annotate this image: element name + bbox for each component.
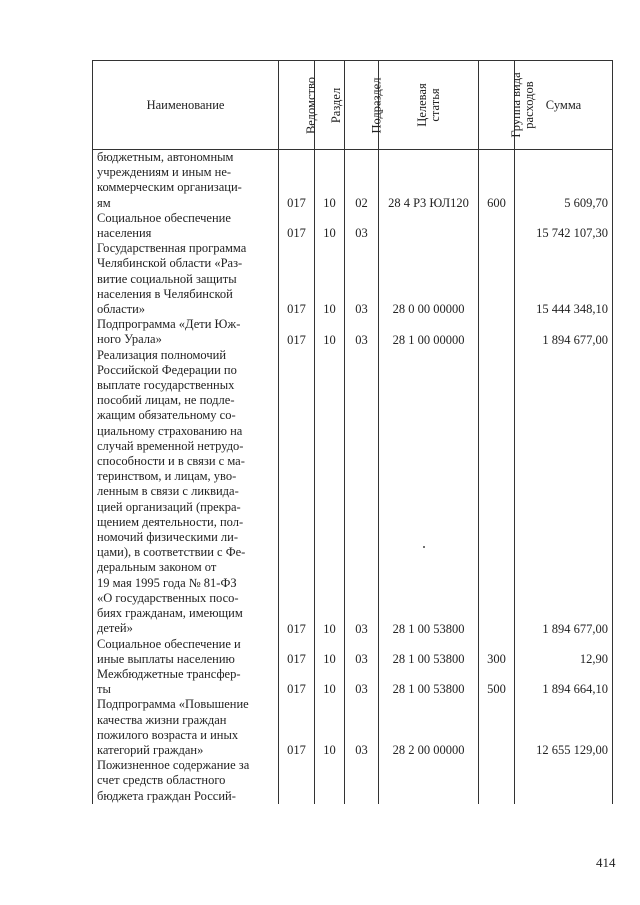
row-name (93, 317, 279, 347)
row-subsection: 03 (345, 348, 379, 637)
row-name-line: категорий граждан» (97, 742, 204, 757)
row-expense-group: 300 (479, 637, 515, 667)
row-name-line: детей» (97, 621, 133, 636)
row-name-line: Пожизненное содержание за (97, 758, 250, 773)
row-name-line: жащим обязательному со- (97, 408, 236, 423)
row-name-line: циальному страхованию на (97, 423, 243, 438)
row-section: 10 (315, 637, 345, 667)
row-section: 10 (315, 317, 345, 347)
row-name-line: цией организаций (прекра- (97, 499, 241, 514)
header-target-article: Целевая статья (379, 61, 479, 150)
row-subsection: 02 (345, 150, 379, 211)
row-subsection: 03 (345, 667, 379, 697)
table-row (93, 241, 613, 317)
row-name-line: качества жизни граждан (97, 712, 227, 727)
table-row (93, 317, 613, 347)
row-target-article: 28 2 00 00000 (379, 697, 479, 758)
header-amount: Сумма (515, 61, 613, 150)
row-name-line: теринством, и лицам, уво- (97, 469, 237, 484)
page-number: 414 (596, 855, 616, 870)
row-name-line: биях гражданам, имеющим (97, 606, 243, 621)
row-name (93, 697, 279, 758)
row-name (93, 241, 279, 317)
row-department: 017 (279, 667, 315, 697)
row-name-line: Челябинской области «Раз- (97, 256, 243, 271)
row-amount: 1 894 677,00 (515, 317, 613, 347)
row-amount: 1 894 677,00 (515, 348, 613, 637)
row-target-article: 28 0 00 00000 (379, 241, 479, 317)
row-name-line: 19 мая 1995 года № 81-ФЗ (97, 575, 237, 590)
row-department: 017 (279, 697, 315, 758)
row-amount: 12,90 (515, 637, 613, 667)
row-name-line: деральным законом от (97, 560, 217, 575)
row-name-line: коммерческим организаци- (97, 180, 242, 195)
row-target-article: 28 1 00 53800 (379, 667, 479, 697)
row-name-line: Подпрограмма «Повышение (97, 697, 249, 712)
header-name: Наименование (93, 61, 279, 150)
row-expense-group (479, 697, 515, 758)
row-subsection: 03 (345, 241, 379, 317)
header-section: Раздел (315, 61, 345, 150)
row-name-line: Межбюджетные трансфер- (97, 666, 241, 681)
row-section: 10 (315, 348, 345, 637)
row-expense-group (479, 758, 515, 804)
header-department: Ведомство (279, 61, 315, 150)
row-target-article (379, 758, 479, 804)
table-row (93, 211, 613, 241)
row-name-line: витие социальной защиты (97, 271, 237, 286)
row-name-line: «О государственных посо- (97, 590, 239, 605)
row-subsection: 03 (345, 211, 379, 241)
table-row (93, 150, 613, 211)
row-name-line: ленным в связи с ликвида- (97, 484, 239, 499)
budget-table (92, 60, 613, 804)
row-section: 10 (315, 150, 345, 211)
row-department: 017 (279, 348, 315, 637)
row-section: 10 (315, 241, 345, 317)
row-expense-group (479, 317, 515, 347)
row-name-line: Подпрограмма «Дети Юж- (97, 317, 241, 332)
row-name-line: Государственная программа (97, 241, 247, 256)
row-expense-group (479, 241, 515, 317)
header-expense-group: Группа вида расходов (479, 61, 515, 150)
row-name-line: бюджетным, автономным (97, 150, 234, 164)
row-name-line: населения (97, 226, 152, 241)
row-subsection: 03 (345, 697, 379, 758)
row-name-line: Социальное обеспечение (97, 210, 231, 225)
table-row (93, 758, 613, 804)
row-name-line: цами), в соответствии с Фе- (97, 545, 246, 560)
row-name-line: ного Урала» (97, 332, 162, 347)
row-department: 017 (279, 211, 315, 241)
scan-speck (423, 546, 425, 548)
row-department: 017 (279, 150, 315, 211)
row-department (279, 758, 315, 804)
table-header-row (93, 61, 613, 150)
row-subsection (345, 758, 379, 804)
row-target-article: 28 4 Р3 ЮЛ120 (379, 150, 479, 211)
row-amount: 5 609,70 (515, 150, 613, 211)
table-row (93, 348, 613, 637)
row-name-line: Российской Федерации по (97, 362, 237, 377)
table-row (93, 667, 613, 697)
table-row (93, 697, 613, 758)
row-name-line: Реализация полномочий (97, 347, 227, 362)
table-body (93, 150, 613, 804)
row-name-line: пособий лицам, не подле- (97, 393, 235, 408)
row-name-line: счет средств областного (97, 773, 226, 788)
row-name-line: пожилого возраста и иных (97, 727, 239, 742)
row-name-line: учреждениям и иным не- (97, 165, 232, 180)
row-expense-group (479, 348, 515, 637)
header-subsection: Подраздел (345, 61, 379, 150)
row-name-line: способности и в связи с ма- (97, 454, 245, 469)
row-section: 10 (315, 697, 345, 758)
row-section (315, 758, 345, 804)
row-amount: 12 655 129,00 (515, 697, 613, 758)
row-name-line: ям (97, 195, 111, 210)
row-name-line: бюджета граждан Россий- (97, 788, 236, 803)
row-target-article: 28 1 00 00000 (379, 317, 479, 347)
row-expense-group: 600 (479, 150, 515, 211)
row-name-line: Социальное обеспечение и (97, 636, 241, 651)
row-name-line: области» (97, 302, 146, 317)
row-name-line: населения в Челябинской (97, 286, 233, 301)
row-name-line: выплате государственных (97, 378, 235, 393)
row-department: 017 (279, 317, 315, 347)
row-department: 017 (279, 637, 315, 667)
row-name (93, 758, 279, 804)
row-target-article: 28 1 00 53800 (379, 637, 479, 667)
row-amount: 15 444 348,10 (515, 241, 613, 317)
row-section: 10 (315, 667, 345, 697)
row-name-line: ты (97, 682, 111, 697)
row-amount: 15 742 107,30 (515, 211, 613, 241)
row-target-article (379, 211, 479, 241)
row-section: 10 (315, 211, 345, 241)
row-name-line: номочий физическими ли- (97, 530, 239, 545)
row-subsection: 03 (345, 637, 379, 667)
row-amount (515, 758, 613, 804)
row-name (93, 150, 279, 211)
row-expense-group (479, 211, 515, 241)
row-subsection: 03 (345, 317, 379, 347)
row-name-line: иные выплаты населению (97, 651, 235, 666)
row-amount: 1 894 664,10 (515, 667, 613, 697)
row-name-line: щением деятельности, пол- (97, 514, 244, 529)
table-row (93, 637, 613, 667)
row-name (93, 211, 279, 241)
row-name-line: случай временной нетрудо- (97, 438, 244, 453)
row-department: 017 (279, 241, 315, 317)
row-name (93, 667, 279, 697)
row-name (93, 348, 279, 637)
row-name (93, 637, 279, 667)
row-target-article: 28 1 00 53800 (379, 348, 479, 637)
row-expense-group: 500 (479, 667, 515, 697)
